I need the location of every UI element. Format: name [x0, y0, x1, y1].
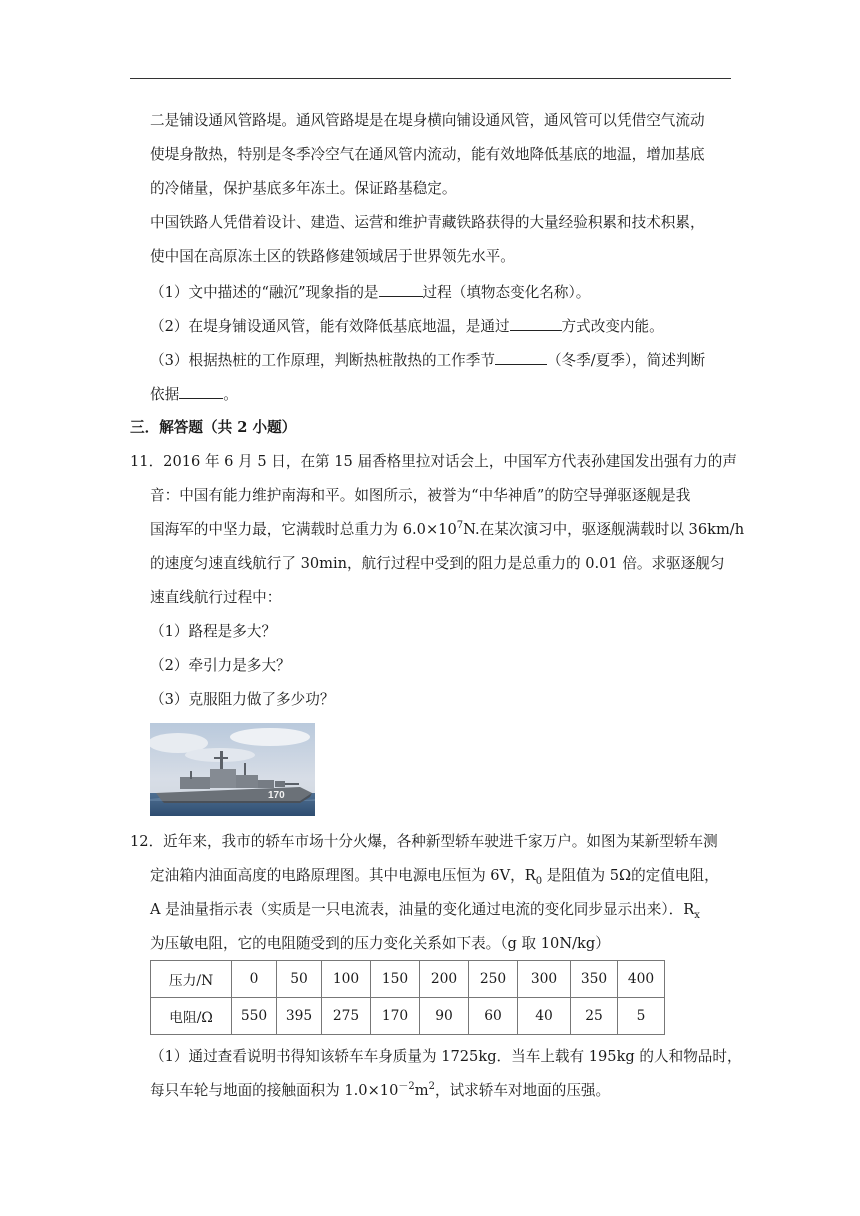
table-cell: 40: [518, 998, 571, 1035]
q12-line-4: 为压敏电阻，它的电阻随受到的压力变化关系如下表。（g 取 10N/kg）: [150, 935, 610, 952]
table-cell: 395: [277, 998, 322, 1035]
q12-exponent-2: 2: [428, 1081, 435, 1093]
table-cell: 350: [571, 961, 618, 998]
q11-line-2: 音：中国有能力维护南海和平。如图所示，被誉为“中华神盾”的防空导弹驱逐舰是我: [150, 487, 691, 504]
hull-number: 170: [268, 790, 285, 801]
table-cell: 5: [618, 998, 665, 1035]
answer-blank[interactable]: [179, 384, 223, 399]
answer-blank[interactable]: [379, 282, 423, 297]
q11-subquestion-2: （2）牵引力是多大？: [150, 657, 291, 674]
answer-blank[interactable]: [510, 316, 562, 331]
q12-subquestion-1-line-1: （1）通过查看说明书得知该轿车车身质量为 1725kg．当车上载有 195kg 的人和物品时，: [150, 1048, 742, 1065]
q12-line-3: [150, 900, 700, 920]
table-cell: 100: [322, 961, 371, 998]
paragraph-china-line-1: 中国铁路人凭借着设计、建造、运营和维护青藏铁路获得的大量经验积累和技术积累，: [150, 214, 705, 231]
header-rule: [130, 78, 731, 79]
paragraph-embankment-line-2: 使堤身散热，特别是冬季冷空气在通风管内流动，能有效地降低基底的地温，增加基底: [150, 146, 705, 163]
q10-s1-text-a: （1）文中描述的“融沉”现象指的是: [150, 284, 379, 301]
table-cell: 400: [618, 961, 665, 998]
destroyer-photo: [150, 723, 315, 816]
q12-subscript-x: x: [694, 909, 700, 921]
table-cell: 25: [571, 998, 618, 1035]
q12-s1-text-c: ，试求轿车对地面的压强。: [434, 1082, 611, 1099]
paragraph-china-line-2: 使中国在高原冻土区的铁路修建领域居于世界领先水平。: [150, 248, 515, 265]
table-cell: 275: [322, 998, 371, 1035]
q10-s3-text-d: 。: [223, 386, 238, 403]
q10-subquestion-2: [150, 316, 664, 337]
q11-line-3-a: 国海军的中坚力最，它满载时总重力为 6.0×10: [150, 521, 457, 538]
q10-s2-text-b: 方式改变内能。: [561, 318, 664, 335]
table-cell: 60: [469, 998, 518, 1035]
q11-line-4: 的速度匀速直线航行了 30min，航行过程中受到的阻力是总重力的 0.01 倍。求驱逐舰匀: [150, 555, 725, 572]
table-row: [151, 961, 665, 998]
paragraph-embankment-line-3: 的冷储量，保护基底多年冻土。保证路基稳定。: [150, 180, 457, 197]
table-cell: 550: [232, 998, 277, 1035]
q12-line-1: 12．近年来，我市的轿车市场十分火爆，各种新型轿车驶进千家万户。如图为某新型轿车测: [130, 833, 718, 850]
table-cell: 170: [371, 998, 420, 1035]
q12-line-2: [150, 866, 719, 886]
q11-line-3: [150, 520, 744, 540]
q10-s3-text-c: 依据: [150, 386, 180, 403]
table-cell: 0: [232, 961, 277, 998]
table-cell: 300: [518, 961, 571, 998]
q12-s1-text-a: 每只车轮与地面的接触面积为 1.0×10: [150, 1082, 399, 1099]
q12-subquestion-1-line-2: [150, 1081, 610, 1101]
q12-line-2-a: 定油箱内油面高度的电路原理图。其中电源电压恒为 6V，R: [150, 867, 536, 884]
pressure-resistance-table: [150, 960, 665, 1035]
q10-subquestion-1: [150, 282, 590, 303]
table-row: [151, 998, 665, 1035]
table-cell: 90: [420, 998, 469, 1035]
q12-subscript-0: 0: [535, 875, 543, 887]
q11-subquestion-1: （1）路程是多大？: [150, 623, 277, 640]
q11-exponent: 7: [456, 520, 464, 532]
q10-s3-text-b: （冬季/夏季），简述判断: [546, 352, 706, 369]
q10-subquestion-3-cont: [150, 384, 238, 405]
paragraph-embankment-line-1: 二是铺设通风管路堤。通风管路堤是在堤身横向铺设通风管，通风管可以凭借空气流动: [150, 112, 705, 129]
q12-exponent: －2: [398, 1081, 415, 1093]
row-header-resistance: 电阻/Ω: [151, 998, 232, 1035]
q12-line-2-b: 是阻值为 5Ω的定值电阻，: [542, 867, 719, 884]
q10-s1-text-b: 过程（填物态变化名称）。: [422, 284, 591, 301]
q12-line-3-a: A 是油量指示表（实质是一只电流表，油量的变化通过电流的变化同步显示出来）．R: [150, 901, 695, 918]
q11-line-3-b: N.在某次演习中，驱逐舰满载时以 36km/h: [463, 521, 745, 538]
q10-s2-text-a: （2）在堤身铺设通风管，能有效降低基底地温，是通过: [150, 318, 510, 335]
q10-s3-text-a: （3）根据热桩的工作原理，判断热桩散热的工作季节: [150, 352, 495, 369]
q11-subquestion-3: （3）克服阻力做了多少功？: [150, 691, 335, 708]
table-cell: 200: [420, 961, 469, 998]
section-heading: 三．解答题（共 2 小题）: [130, 419, 297, 436]
row-header-pressure: 压力/N: [151, 961, 232, 998]
q11-line-1: 11．2016 年 6 月 5 日，在第 15 届香格里拉对话会上，中国军方代表孙建国发出强有力的声: [130, 453, 737, 470]
answer-blank[interactable]: [495, 350, 547, 365]
q10-subquestion-3: [150, 350, 705, 371]
table-cell: 150: [371, 961, 420, 998]
table-cell: 50: [277, 961, 322, 998]
q11-line-5: 速直线航行过程中：: [150, 589, 282, 606]
table-cell: 250: [469, 961, 518, 998]
q12-s1-unit: m: [414, 1082, 429, 1099]
